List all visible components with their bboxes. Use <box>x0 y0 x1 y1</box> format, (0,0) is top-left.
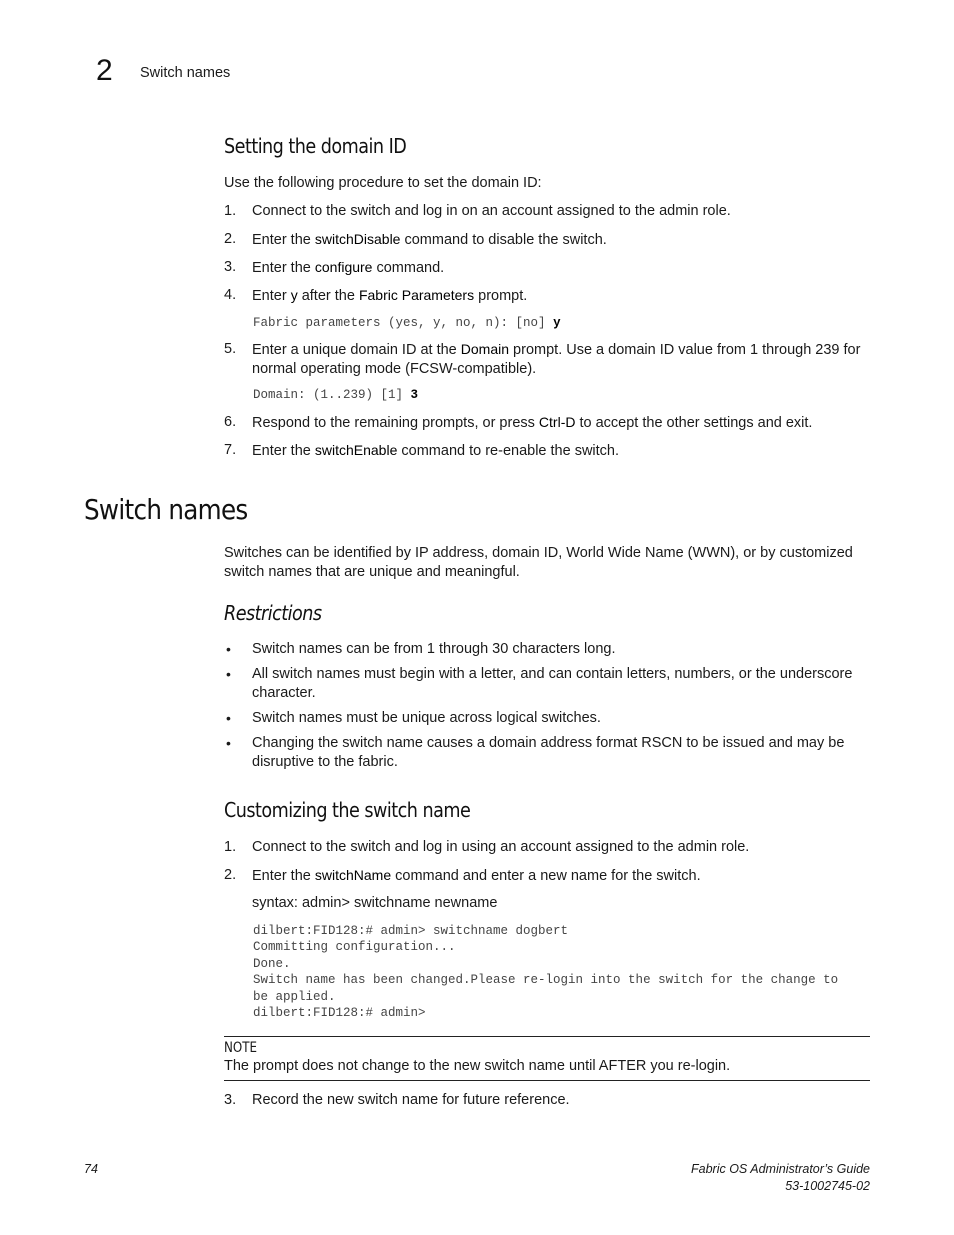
running-head: Switch names <box>140 65 231 81</box>
chapter-number: 2 <box>96 54 113 87</box>
step-text-pre: Respond to the remaining prompts, or press <box>252 415 539 431</box>
step-text-post: prompt. <box>474 288 528 304</box>
step-number: 1. <box>224 839 237 855</box>
step-text-pre: Enter the <box>252 232 315 248</box>
step-text-pre: Enter the <box>252 443 315 459</box>
step-text <box>252 258 872 278</box>
note-label: NOTE <box>224 1040 258 1056</box>
prompt-name: Domain <box>460 341 510 357</box>
code-line: be applied. <box>253 989 336 1004</box>
step-text-post: command. <box>372 260 445 276</box>
step-number: 3. <box>224 1092 237 1108</box>
code-line: Switch name has been changed.Please re-login into the switch for the change to <box>253 973 839 988</box>
step-number: 1. <box>224 203 237 219</box>
code-answer: 3 <box>410 388 419 402</box>
code-block-switchname <box>253 923 838 1021</box>
step-text <box>252 866 872 886</box>
command-name: switchDisable <box>314 231 401 247</box>
bullet-glyph: • <box>226 710 231 726</box>
step-text <box>252 441 872 461</box>
step-text-pre: Enter <box>252 288 291 304</box>
step-number: 2. <box>224 867 237 883</box>
step-text-post: command to disable the switch. <box>400 232 607 248</box>
switch-names-intro: Switches can be identified by IP address, domain ID, World Wide Name (WWN), or by customized switch names that are unique and meaningful. <box>224 545 853 580</box>
step-text-pre: Enter a unique domain ID at the <box>252 342 461 358</box>
note-text: The prompt does not change to the new switch name until AFTER you re-login. <box>224 1058 731 1074</box>
code-block-domain <box>253 387 418 403</box>
section-title-switch-names: Switch names <box>84 493 248 526</box>
code-line: Committing configuration... <box>253 940 456 955</box>
step-number: 4. <box>224 287 237 303</box>
code-text: Domain: (1..239) [1] <box>253 388 411 402</box>
syntax-line: syntax: admin> switchname newname <box>252 895 498 911</box>
step-text <box>252 413 872 433</box>
bullet-glyph: • <box>226 735 231 751</box>
key-name: Ctrl-D <box>538 414 576 430</box>
bullet-glyph: • <box>226 641 231 657</box>
step-number: 7. <box>224 442 237 458</box>
command-name: configure <box>314 259 373 275</box>
note-bottom-rule <box>224 1080 870 1081</box>
list-item: Switch names can be from 1 through 30 characters long. <box>252 641 616 657</box>
step-text: Record the new switch name for future reference. <box>252 1092 570 1108</box>
code-answer: y <box>553 316 561 330</box>
step-text: Connect to the switch and log in on an account assigned to the admin role. <box>252 203 731 219</box>
bullet-glyph: • <box>226 666 231 682</box>
domain-intro: Use the following procedure to set the domain ID: <box>224 175 542 191</box>
step-text-post: command to re-enable the switch. <box>397 443 620 459</box>
list-item: Switch names must be unique across logical switches. <box>252 710 601 726</box>
code-line: dilbert:FID128:# admin> switchname dogbert <box>253 924 569 938</box>
step-text-mid: after the <box>297 288 359 304</box>
step-text: Connect to the switch and log in using an account assigned to the admin role. <box>252 839 750 855</box>
step-text-pre: Enter the <box>252 260 315 276</box>
code-line: Done. <box>253 956 291 971</box>
step-text <box>252 230 872 250</box>
step-text <box>252 340 872 378</box>
command-name: y <box>290 287 298 303</box>
section-title-domain: Setting the domain ID <box>224 134 407 158</box>
prompt-name: Fabric Parameters <box>358 287 475 303</box>
page-number: 74 <box>84 1162 98 1176</box>
step-number: 6. <box>224 414 237 430</box>
doc-number: 53-1002745-02 <box>785 1179 870 1193</box>
command-name: switchName <box>314 867 392 883</box>
step-text-pre: Enter the <box>252 868 315 884</box>
step-number: 3. <box>224 259 237 275</box>
command-name: switchEnable <box>314 442 398 458</box>
code-line: dilbert:FID128:# admin> <box>253 1006 426 1021</box>
step-number: 5. <box>224 341 237 357</box>
note-top-rule <box>224 1036 870 1037</box>
section-title-customizing: Customizing the switch name <box>224 798 471 822</box>
step-number: 2. <box>224 231 237 247</box>
step-text <box>252 286 872 306</box>
footer-doc-info <box>470 1161 870 1195</box>
step-text-post: prompt. Use a domain ID value from 1 through 239 for normal operating mode (FCSW-compatible). <box>252 342 861 377</box>
doc-title: Fabric OS Administrator’s Guide <box>691 1162 870 1176</box>
subsection-title-restrictions: Restrictions <box>224 601 322 625</box>
list-item: All switch names must begin with a letter, and can contain letters, numbers, or the underscore character. <box>252 666 853 701</box>
step-text-post: to accept the other settings and exit. <box>575 415 813 431</box>
step-text-post: command and enter a new name for the switch. <box>391 868 701 884</box>
code-block-fabric-params <box>253 315 561 331</box>
list-item: Changing the switch name causes a domain address format RSCN to be issued and may be disruptive to the fabric. <box>252 735 845 770</box>
code-text: Fabric parameters (yes, y, no, n): [no] <box>253 316 554 330</box>
